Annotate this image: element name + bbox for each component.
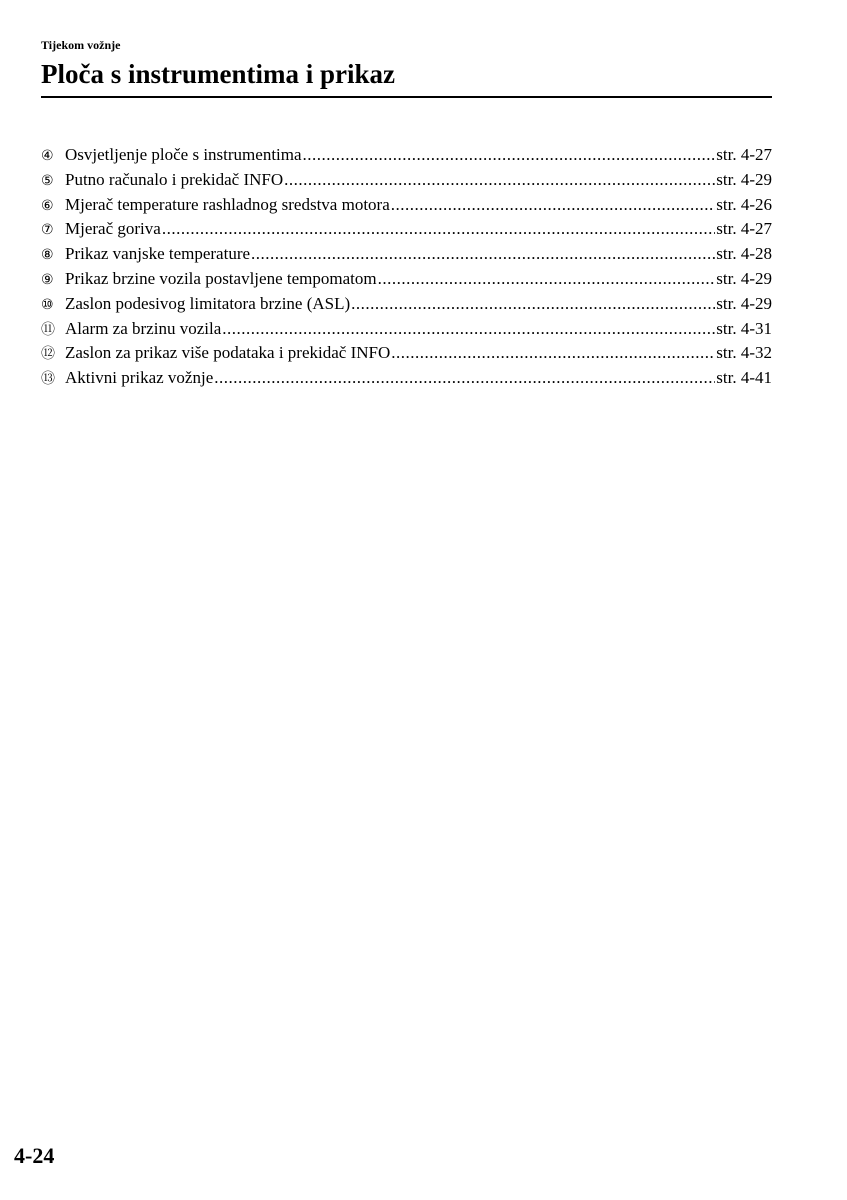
toc-item-number: ⑩ [41,296,54,313]
toc-item-number: ⑦ [41,222,54,239]
toc-dot-leader [378,267,716,292]
toc-item-title[interactable]: Zaslon za prikaz više podataka i prekidač INFO [65,343,391,363]
toc-dot-leader [214,366,715,391]
toc-item-page[interactable]: str. 4-32 [716,343,772,363]
toc-item-number: ⑫ [41,346,55,363]
toc-item-title[interactable]: Osvjetljenje ploče s instrumentima [65,145,302,164]
toc-item-title[interactable]: Putno računalo i prekidač INFO [65,169,284,189]
toc-item[interactable] [41,317,772,342]
toc-item-page[interactable]: str. 4-29 [716,293,772,313]
toc-item[interactable] [41,143,772,168]
page-title: Ploča s instrumentima i prikaz [41,59,395,89]
title-divider [41,96,772,98]
toc-item-number: ⑪ [41,321,55,338]
toc-item[interactable] [41,267,772,292]
toc-item-number: ⑬ [41,371,55,388]
page-number: 4-24 [14,1143,55,1168]
toc-dot-leader [222,317,715,342]
toc-item-number: ⑤ [41,172,54,189]
toc-item[interactable] [41,168,772,193]
toc-item-title[interactable]: Mjerač goriva [65,219,161,239]
toc-item[interactable] [41,366,772,391]
toc-item-page[interactable]: str. 4-41 [716,368,772,388]
toc-dot-leader [391,341,715,366]
toc-item-title[interactable]: Alarm za brzinu vozila [65,318,222,338]
toc-item-page[interactable]: str. 4-28 [716,244,772,264]
toc-item-number: ⑧ [41,247,54,264]
toc-item-number: ④ [41,148,54,164]
toc-item-title[interactable]: Mjerač temperature rashladnog sredstva motora [65,194,390,214]
toc-item[interactable] [41,217,772,242]
toc-dot-leader [284,168,715,193]
toc-dot-leader [162,217,715,242]
toc-item-page[interactable]: str. 4-31 [716,318,772,338]
toc-item-page[interactable]: str. 4-27 [716,145,772,164]
toc-item-number: ⑥ [41,197,54,214]
toc-item-number: ⑨ [41,271,54,288]
section-label: Tijekom vožnje [41,38,121,52]
toc-dot-leader [303,143,716,168]
toc-item-page[interactable]: str. 4-26 [716,194,772,214]
toc-item[interactable] [41,242,772,267]
toc-item-title[interactable]: Aktivni prikaz vožnje [65,368,214,388]
toc-item[interactable] [41,341,772,366]
toc-list [41,143,772,391]
toc-item-page[interactable]: str. 4-27 [716,219,772,239]
toc-item-page[interactable]: str. 4-29 [716,268,772,288]
toc-dot-leader [391,193,716,218]
toc-item-title[interactable]: Zaslon podesivog limitatora brzine (ASL) [65,293,351,313]
toc-item-page[interactable]: str. 4-29 [716,169,772,189]
toc-item-title[interactable]: Prikaz vanjske temperature [65,244,251,264]
toc-item-title[interactable]: Prikaz brzine vozila postavljene tempomatom [65,268,377,288]
toc-dot-leader [251,242,715,267]
toc-item[interactable] [41,193,772,218]
toc-item[interactable] [41,292,772,317]
toc-dot-leader [351,292,715,317]
